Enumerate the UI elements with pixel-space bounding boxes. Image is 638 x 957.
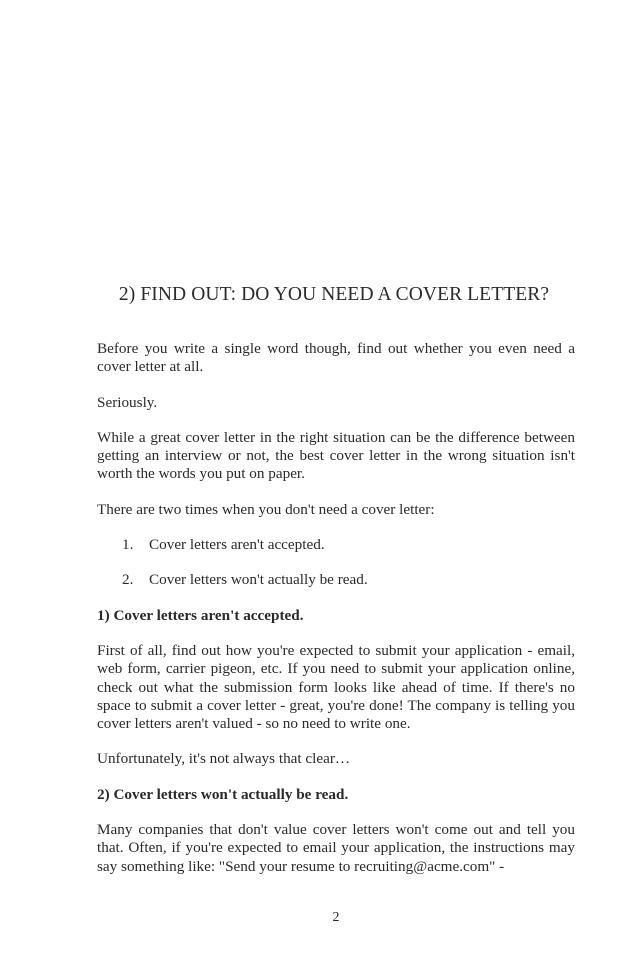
paragraph-submission: First of all, find out how you're expected to submit your application - email, web form, carrier pigeon, etc. If you need to submit your application online, check out what the submission form looks like ahead of time. If there's no space to submit a cover letter - great, you're done! The company is telling you cover letters aren't valued - so no need to write one.	[97, 641, 575, 733]
paragraph-seriously: Seriously.	[97, 393, 158, 411]
list-item	[97, 571, 575, 589]
body-text	[97, 340, 575, 876]
subheading-not-accepted: 1) Cover letters aren't accepted.	[97, 606, 304, 624]
list-item-text: Cover letters aren't accepted.	[149, 536, 325, 554]
paragraph-unfortunately: Unfortunately, it's not always that clear…	[97, 750, 351, 768]
paragraph-intro: Before you write a single word though, find out whether you even need a cover letter at all.	[97, 340, 575, 376]
paragraph-many-companies: Many companies that don't value cover letters won't come out and tell you that. Often, if you're expected to email your application, the instructions may say something like: "Send your resume to recruiting@acme.com" -	[97, 821, 575, 875]
section-heading: 2) FIND OUT: DO YOU NEED A COVER LETTER?	[118, 284, 550, 305]
list-item	[97, 536, 575, 554]
numbered-list	[97, 536, 575, 590]
subheading-not-read: 2) Cover letters won't actually be read.	[97, 785, 349, 803]
paragraph-difference: While a great cover letter in the right situation can be the difference between getting an interview or not, the best cover letter in the wrong situation isn't worth the words you put on paper.	[97, 428, 575, 483]
list-item-number: 2.	[122, 571, 134, 589]
list-item-number: 1.	[122, 536, 134, 554]
paragraph-two-times: There are two times when you don't need a cover letter:	[97, 500, 435, 518]
list-item-text: Cover letters won't actually be read.	[149, 571, 368, 589]
page-number: 2	[332, 910, 340, 925]
